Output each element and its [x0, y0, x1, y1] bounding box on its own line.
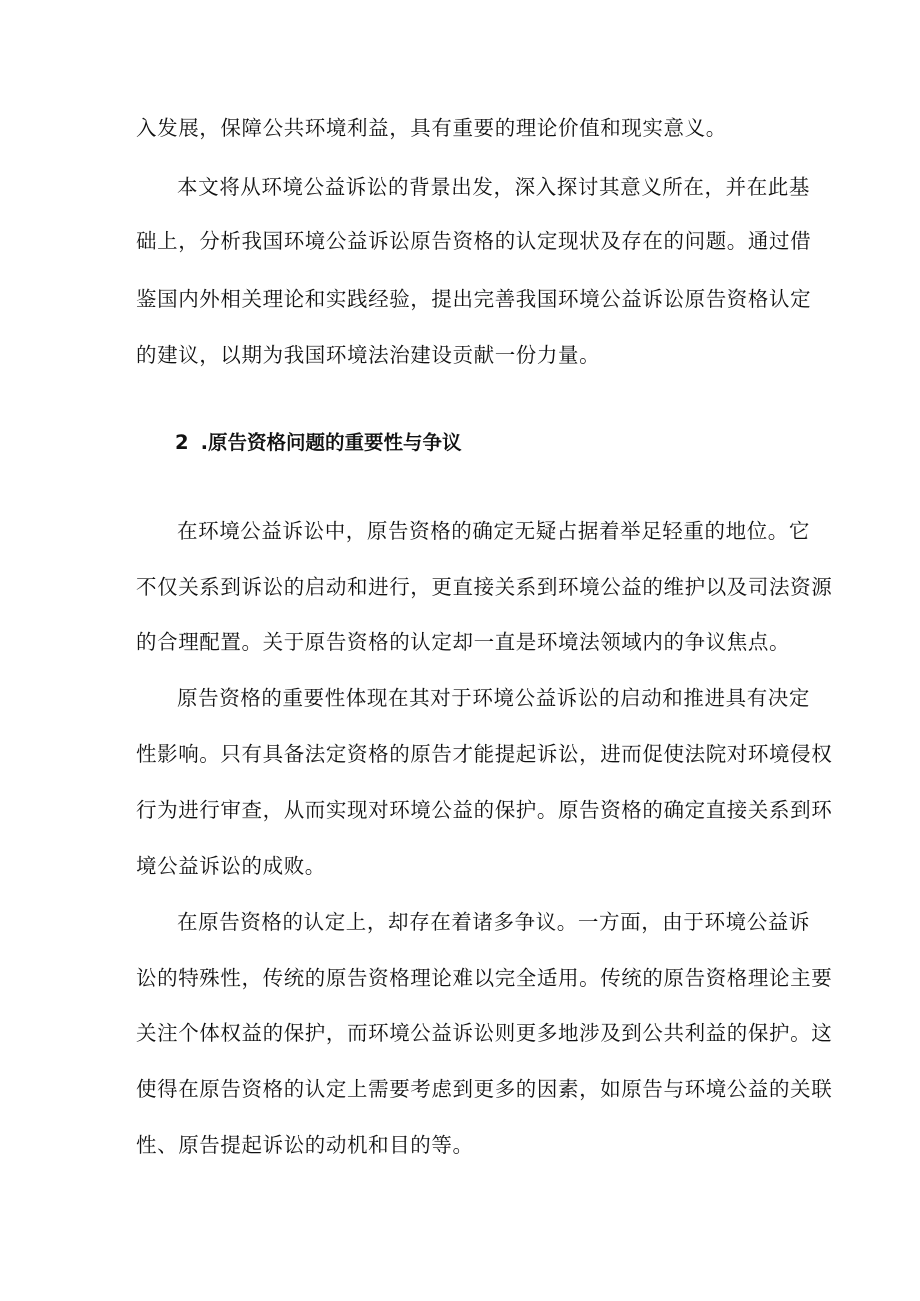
paragraph-line: 境公益诉讼的成败。 [136, 854, 326, 878]
paragraph-line: 关注个体权益的保护，而环境公益诉讼则更多地涉及到公共利益的保护。这 [136, 1021, 833, 1045]
paragraph-line: 讼的特殊性，传统的原告资格理论难以完全适用。传统的原告资格理论主要 [136, 966, 833, 990]
paragraph-line: 的建议，以期为我国环境法治建设贡献一份力量。 [136, 343, 601, 367]
paragraph-line: 在环境公益诉讼中，原告资格的确定无疑占据着举足轻重的地位。它 [177, 519, 810, 543]
paragraph-line: 本文将从环境公益诉讼的背景出发，深入探讨其意义所在，并在此基 [177, 175, 810, 199]
section-heading-title: .原告资格问题的重要性与争议 [200, 431, 462, 454]
paragraph-line: 础上，分析我国环境公益诉讼原告资格的认定现状及存在的问题。通过借 [136, 229, 812, 253]
section-heading-number: 2 [175, 431, 189, 454]
paragraph-line: 不仅关系到诉讼的启动和进行，更直接关系到环境公益的维护以及司法资源 [136, 575, 833, 599]
paragraph-line: 行为进行审查，从而实现对环境公益的保护。原告资格的确定直接关系到环 [136, 798, 833, 822]
paragraph-line: 在原告资格的认定上，却存在着诸多争议。一方面，由于环境公益诉 [177, 910, 810, 934]
section-heading [175, 428, 462, 458]
paragraph-line: 性影响。只有具备法定资格的原告才能提起诉讼，进而促使法院对环境侵权 [136, 742, 833, 766]
paragraph-line: 的合理配置。关于原告资格的认定却一直是环境法领域内的争议焦点。 [136, 630, 791, 654]
paragraph-line: 原告资格的重要性体现在其对于环境公益诉讼的启动和推进具有决定 [177, 686, 810, 710]
paragraph-line: 使得在原告资格的认定上需要考虑到更多的因素，如原告与环境公益的关联 [136, 1077, 833, 1101]
paragraph-line: 性、原告提起诉讼的动机和目的等。 [136, 1133, 474, 1157]
paragraph-line: 入发展，保障公共环境利益，具有重要的理论价值和现实意义。 [136, 116, 727, 140]
paragraph-line: 鉴国内外相关理论和实践经验，提出完善我国环境公益诉讼原告资格认定 [136, 287, 812, 311]
